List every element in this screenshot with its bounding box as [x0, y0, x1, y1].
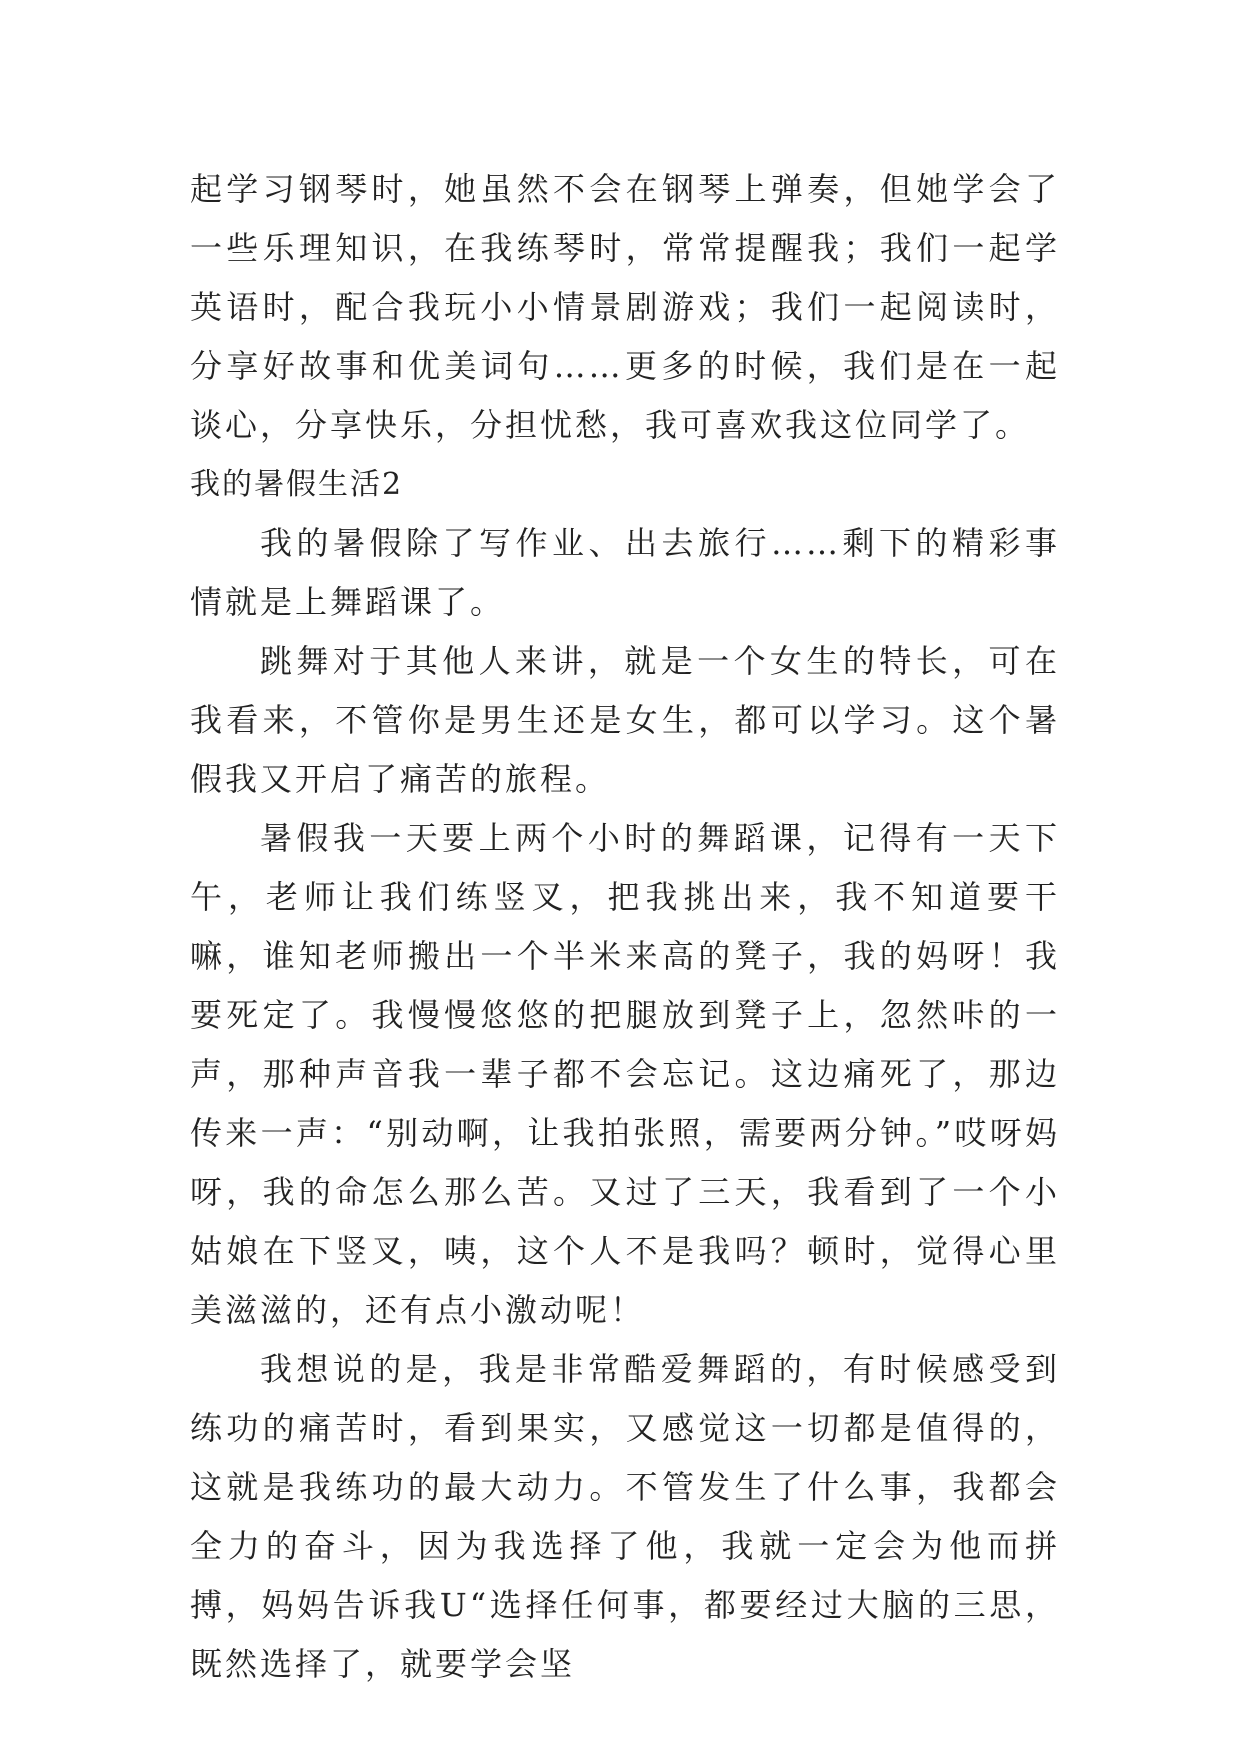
continued-paragraph: 起学习钢琴时，她虽然不会在钢琴上弹奏，但她学会了一些乐理知识，在我练琴时，常常提醒我；我们一起学英语时，配合我玩小小情景剧游戏；我们一起阅读时，分享好故事和优美词句……更多的时候，我们是在一起谈心，分享快乐，分担忧愁，我可喜欢我这位同学了。 [190, 170, 1060, 444]
section-title: 我的暑假生活2 [190, 467, 404, 502]
paragraph-2: 跳舞对于其他人来讲，就是一个女生的特长，可在我看来，不管你是男生还是女生，都可以学习。这个暑假我又开启了痛苦的旅程。 [190, 642, 1060, 798]
paragraph-3: 暑假我一天要上两个小时的舞蹈课，记得有一天下午，老师让我们练竖叉，把我挑出来，我不知道要干嘛，谁知老师搬出一个半米来高的凳子，我的妈呀！我要死定了。我慢慢悠悠的把腿放到凳子上，忽然咔的一声，那种声音我一辈子都不会忘记。这边痛死了，那边传来一声：“别动啊，让我拍张照，需要两分钟。”哎呀妈呀，我的命怎么那么苦。又过了三天，我看到了一个小姑娘在下竖叉，咦，这个人不是我吗？顿时，觉得心里美滋滋的，还有点小激动呢！ [190, 819, 1060, 1329]
paragraph-1: 我的暑假除了写作业、出去旅行……剩下的精彩事情就是上舞蹈课了。 [190, 524, 1060, 621]
document-body [190, 160, 1060, 1694]
paragraph-4: 我想说的是，我是非常酷爱舞蹈的，有时候感受到练功的痛苦时，看到果实，又感觉这一切都是值得的，这就是我练功的最大动力。不管发生了什么事，我都会全力的奋斗，因为我选择了他，我就一定会为他而拼搏，妈妈告诉我U“选择任何事，都要经过大脑的三思，既然选择了，就要学会坚 [190, 1350, 1060, 1683]
